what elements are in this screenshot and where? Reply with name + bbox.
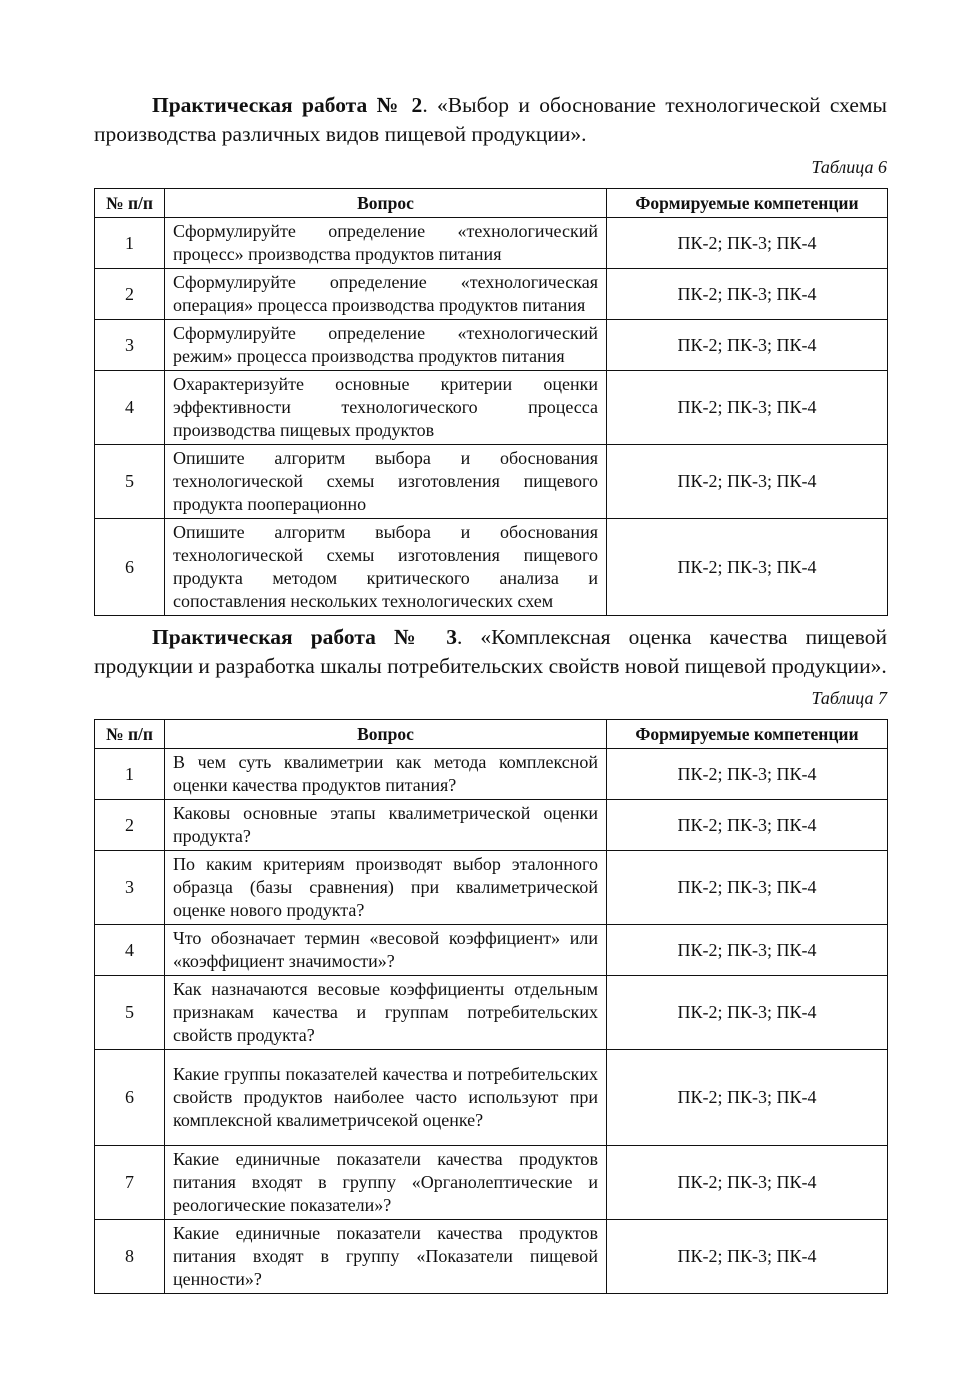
column-header-question: Вопрос [165,720,607,749]
row-competences: ПК-2; ПК-3; ПК-4 [607,269,888,320]
row-competences: ПК-2; ПК-3; ПК-4 [607,519,888,616]
column-header-number: № п/п [95,189,165,218]
row-competences: ПК-2; ПК-3; ПК-4 [607,851,888,925]
row-question: Опишите алгоритм выбора и обоснования технологической схемы изготовления пищевого продукта методом критического анализа и сопоставления нескольких технологических схем [165,519,607,616]
column-header-competences: Формируемые компетенции [607,720,888,749]
row-competences: ПК-2; ПК-3; ПК-4 [607,976,888,1050]
table-row [95,749,888,800]
row-question: Какие группы показателей качества и потребительских свойств продуктов наиболее часто используют при комплексной квалиметричсекой оценке? [165,1050,607,1146]
row-question: Что обозначает термин «весовой коэффициент» или «коэффициент значимости»? [165,925,607,976]
row-number: 4 [95,371,165,445]
table-row [95,371,888,445]
row-competences: ПК-2; ПК-3; ПК-4 [607,1146,888,1220]
row-number: 3 [95,851,165,925]
row-question: Каковы основные этапы квалиметрической оценки продукта? [165,800,607,851]
table-row [95,1220,888,1294]
row-question: В чем суть квалиметрии как метода комплексной оценки качества продуктов питания? [165,749,607,800]
row-number: 3 [95,320,165,371]
table-row [95,320,888,371]
row-question: Сформулируйте определение «технологическая операция» процесса производства продуктов питания [165,269,607,320]
row-number: 5 [95,445,165,519]
table-row [95,976,888,1050]
row-question: Как назначаются весовые коэффициенты отдельным признакам качества и группам потребительских свойств продукта? [165,976,607,1050]
row-competences: ПК-2; ПК-3; ПК-4 [607,1220,888,1294]
table-row [95,925,888,976]
row-number: 1 [95,218,165,269]
column-header-number: № п/п [95,720,165,749]
section-heading-text: . «Выбор и обоснование технологической схемы производства различных видов пищевой продукции». [94,93,887,146]
table-caption: Таблица 7 [811,688,887,708]
row-number: 5 [95,976,165,1050]
row-number: 2 [95,269,165,320]
row-question: Сформулируйте определение «технологический режим» процесса производства продуктов питания [165,320,607,371]
row-competences: ПК-2; ПК-3; ПК-4 [607,371,888,445]
column-header-question: Вопрос [165,189,607,218]
row-question: Какие единичные показатели качества продуктов питания входят в группу «Органолептические и реологические показатели»? [165,1146,607,1220]
row-number: 1 [95,749,165,800]
row-question: Сформулируйте определение «технологический процесс» производства продуктов питания [165,218,607,269]
table-row [95,519,888,616]
row-question: Охарактеризуйте основные критерии оценки эффективности технологического процесса производства пищевых продуктов [165,371,607,445]
questions-table-7 [94,719,888,1294]
section-heading-practical-work-3 [94,623,887,681]
table-row [95,800,888,851]
table-row [95,269,888,320]
row-question: Какие единичные показатели качества продуктов питания входят в группу «Показатели пищевой ценности»? [165,1220,607,1294]
row-question: По каким критериям производят выбор эталонного образца (базы сравнения) при квалиметрической оценке нового продукта? [165,851,607,925]
table-caption: Таблица 6 [811,157,887,177]
table-row [95,851,888,925]
column-header-competences: Формируемые компетенции [607,189,888,218]
row-competences: ПК-2; ПК-3; ПК-4 [607,218,888,269]
row-question: Опишите алгоритм выбора и обоснования технологической схемы изготовления пищевого продукта пооперационно [165,445,607,519]
row-number: 2 [95,800,165,851]
row-competences: ПК-2; ПК-3; ПК-4 [607,800,888,851]
row-competences: ПК-2; ПК-3; ПК-4 [607,1050,888,1146]
table-row [95,1050,888,1146]
table-header-row [95,720,888,749]
row-number: 4 [95,925,165,976]
row-number: 8 [95,1220,165,1294]
section-heading-practical-work-2 [94,91,887,149]
table-row [95,218,888,269]
row-number: 7 [95,1146,165,1220]
row-number: 6 [95,519,165,616]
section-heading-bold: Практическая работа № 3 [152,625,457,649]
row-competences: ПК-2; ПК-3; ПК-4 [607,749,888,800]
table-row [95,445,888,519]
row-competences: ПК-2; ПК-3; ПК-4 [607,320,888,371]
table-row [95,1146,888,1220]
questions-table-6 [94,188,888,616]
section-heading-bold: Практическая работа № 2 [152,93,423,117]
row-competences: ПК-2; ПК-3; ПК-4 [607,445,888,519]
section-heading-text: . «Комплексная оценка качества пищевой продукции и разработка шкалы потребительских свойств новой пищевой продукции». [94,625,887,678]
table-header-row [95,189,888,218]
row-number: 6 [95,1050,165,1146]
row-competences: ПК-2; ПК-3; ПК-4 [607,925,888,976]
